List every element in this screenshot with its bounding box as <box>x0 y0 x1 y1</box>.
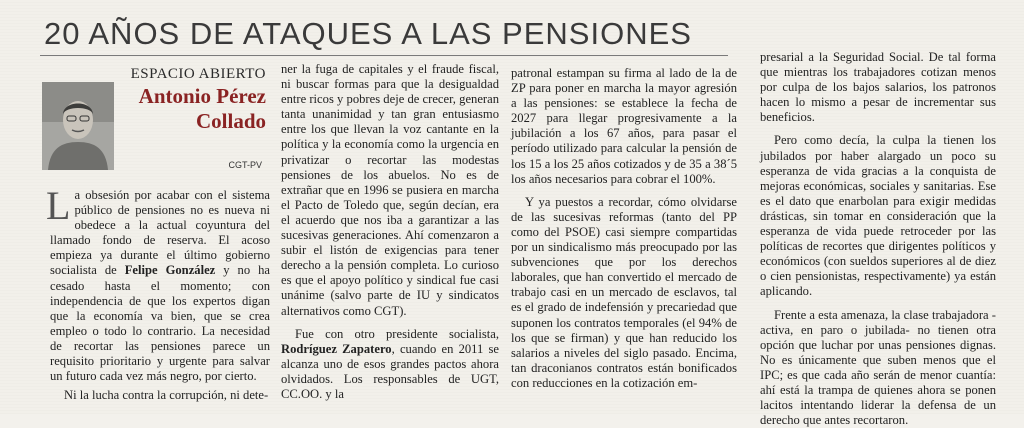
column-2 <box>281 62 499 402</box>
headline: 20 AÑOS DE ATAQUES A LAS PENSIONES <box>44 16 692 52</box>
column-4-paragraph-3: Frente a esta amenaza, la clase trabajadora -activa, en paro o jubilada- no tienen otra opción que luchar por unas pensiones dignas. No es únicamente que suben menos que el IPC; es que cada año serán de menor cuantía: ahí está la trampa de quienes ahora se ponen lacitos intentando liderar la defensa de un derecho que antes recortaron. <box>760 308 996 428</box>
column-2-paragraph-1: ner la fuga de capitales y el fraude fiscal, ni buscar formas para que la desigualdad entre ricos y pobres deje de crecer, generan tanta unanimidad y tan gran entusiasmo entre los que llevan la voz cantante en la política y la economía como la urgencia en privatizar o recortar las modestas pensiones de los abuelos. No es de extrañar que en 1996 se pusiera en marcha el Pacto de Toledo que, según decían, era el acuerdo que nos iba a garantizar a las sucesivas generaciones. Ahí comenzaron a subir el listón de exigencias para tener derecho a la pensión completa. Lo curioso es que el apoyo político y sindical fue casi unánime (salvo parte de IU y sindicatos alternativos como CGT). <box>281 62 499 319</box>
column-4 <box>760 50 996 428</box>
bold-name-zapatero: Rodríguez Zapatero <box>281 342 392 356</box>
column-4-paragraph-1: presarial a la Seguridad Social. De tal forma que mientras los trabajadores cotizan menos por culpa de los bajos salarios, los patronos hacen lo mismo a pesar de incrementar sus beneficios. <box>760 50 996 125</box>
drop-cap: L <box>46 190 70 222</box>
author-portrait-icon <box>42 82 114 170</box>
column-3 <box>511 66 737 391</box>
column-2-paragraph-2-end: , cuando en 2011 se alcanza uno de esos grandes pactos ahora olvidados. Los responsables de UGT, CC.OO. y la <box>281 342 499 401</box>
byline-box <box>40 64 268 176</box>
author-photo <box>42 82 114 170</box>
column-2-paragraph-2: Fue con otro presidente socialista, <box>295 327 499 341</box>
column-3-paragraph-1: patronal estampan su firma al lado de la de ZP para poner en marcha la mayor agresión a las pensiones: se establece la fecha de 2027 para llegar progresivamente a la jubilación a los 67 años, para pasar el período utilizado para calcular la pensión de los 15 a los 25 años cotizados y de 35 a 38´5 los años necesarios para cobrar el 100%. <box>511 66 737 187</box>
bold-name-felipe: Felipe González <box>125 263 216 277</box>
column-1-paragraph-1: a obsesión por acabar con el sistema público de pensiones no es nueva ni obedece a la actual coyuntura del llamado fondo de reserva. El acoso empieza ya durante el último gobierno socialista de <box>50 188 270 277</box>
column-1 <box>50 188 270 403</box>
column-1-paragraph-2: Ni la lucha contra la corrupción, ni dete- <box>50 388 270 403</box>
section-label: ESPACIO ABIERTO <box>131 66 266 83</box>
headline-rule <box>40 55 728 56</box>
column-4-paragraph-2: Pero como decía, la culpa la tienen los jubilados por haber alargado un poco su esperanza de vida gracias a la conquista de mejoras económicas, sociales y sanitarias. Ese es el dato que enarbolan para exigir medidas drásticas, sin tomar en consideración que la esperanza de vida puede retroceder por las políticas de recortes que dirigentes políticos y económicos (con sueldos superiores al de diez o cien pensionistas, respectivamente) ya están aplicando. <box>760 133 996 299</box>
column-1-paragraph-1-end: y no ha cesado hasta el momento; con independencia de que los expertos digan que la economía va bien, que se crea empleo o todo lo contrario. La necesidad de recortar las pensiones parece un requisito prioritario y urgente para salvar un futuro cada vez más negro, por cierto. <box>50 263 270 383</box>
author-name: Antonio Pérez Collado <box>116 84 266 134</box>
column-3-paragraph-2: Y ya puestos a recordar, cómo olvidarse de las sucesivas reformas (tanto del PP como del PSOE) casi siempre compartidas por un sindicalismo más preocupado por las subvenciones que por los derechos laborales, que han convertido el mercado de trabajo casi en un mercado de esclavos, tal es el grado de indefensión y precariedad que suponen los contratos temporales (el 94% de los que se firman) y que han reducido los salarios a niveles del siglo pasado. Encima, tan draconianos contratos están bonificados con reducciones en la cotización em- <box>511 195 737 391</box>
author-affiliation: CGT-PV <box>228 160 262 170</box>
